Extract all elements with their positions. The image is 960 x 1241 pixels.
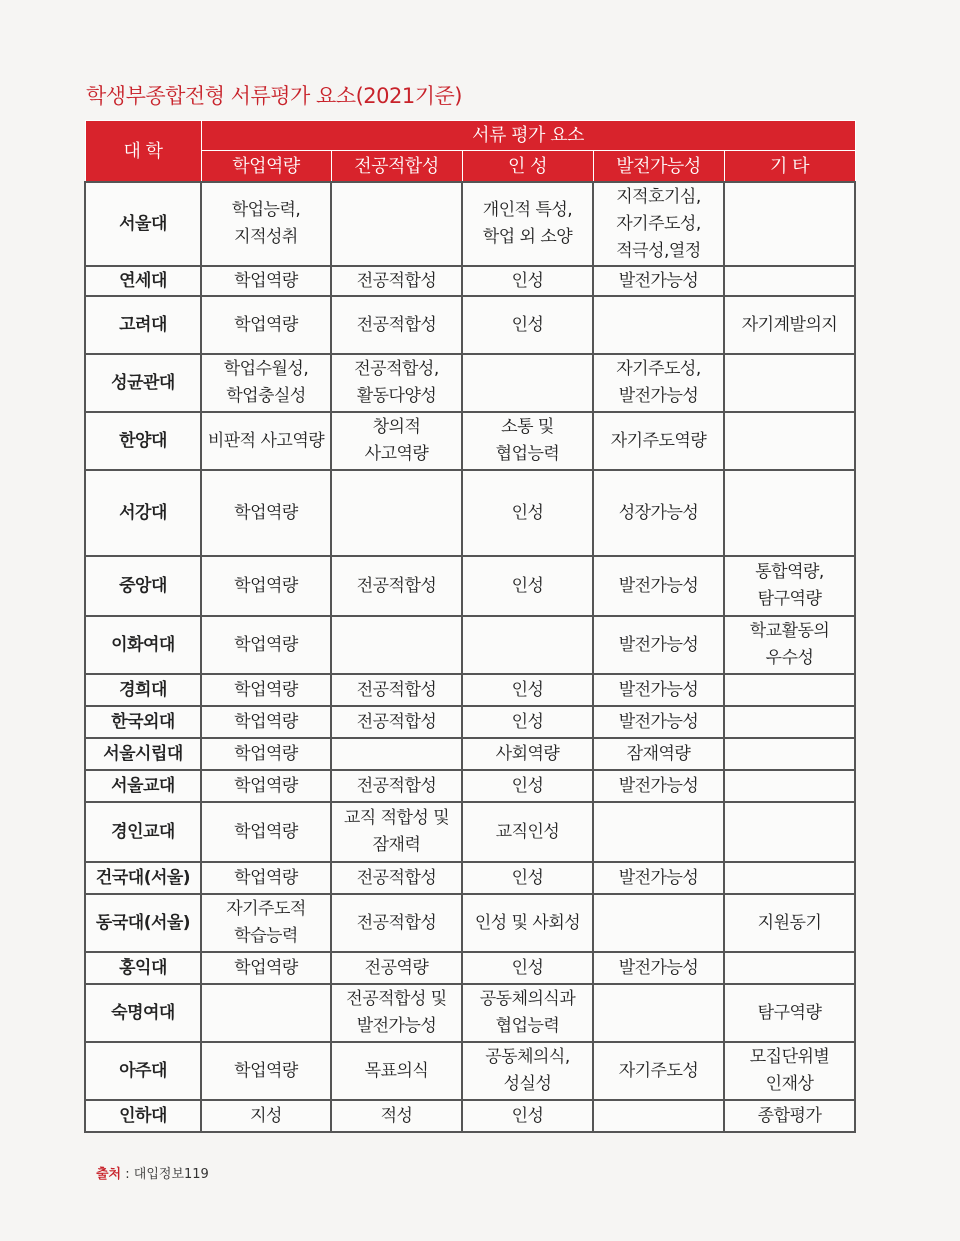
table-cell: 목표의식: [331, 1042, 462, 1100]
table-cell: 교직 적합성 및 잠재력: [331, 802, 462, 862]
table-cell: 전공역량: [331, 952, 462, 984]
table-cell: 모집단위별 인재상: [724, 1042, 855, 1100]
table-cell: 인성: [462, 952, 593, 984]
table-cell: [724, 706, 855, 738]
header-col-major-fit: 전공적합성: [331, 151, 462, 183]
university-name: 서강대: [85, 470, 201, 556]
table-cell: [593, 802, 724, 862]
header-col-academic: 학업역량: [201, 151, 331, 183]
table-cell: 학업역량: [201, 1042, 331, 1100]
table-row: [85, 706, 855, 738]
table-cell: 학업역량: [201, 706, 331, 738]
table-cell: 사회역량: [462, 738, 593, 770]
university-name: 성균관대: [85, 354, 201, 412]
table-row: [85, 862, 855, 894]
table-cell: [724, 674, 855, 706]
table-cell: 인성: [462, 296, 593, 354]
university-name: 숙명여대: [85, 984, 201, 1042]
table-cell: 자기주도성, 발전가능성: [593, 354, 724, 412]
table-cell: 인성: [462, 706, 593, 738]
table-cell: 발전가능성: [593, 706, 724, 738]
table-cell: [724, 470, 855, 556]
table-row: [85, 354, 855, 412]
university-name: 이화여대: [85, 616, 201, 674]
table-cell: [724, 412, 855, 470]
table-cell: [724, 862, 855, 894]
table-body: [85, 182, 855, 1132]
table-cell: 학교활동의 우수성: [724, 616, 855, 674]
table-cell: 인성: [462, 770, 593, 802]
university-name: 아주대: [85, 1042, 201, 1100]
table-cell: 전공적합성 및 발전가능성: [331, 984, 462, 1042]
table-row: [85, 296, 855, 354]
university-name: 건국대(서울): [85, 862, 201, 894]
table-cell: [724, 952, 855, 984]
table-cell: 학업역량: [201, 616, 331, 674]
table-cell: 자기주도적 학습능력: [201, 894, 331, 952]
table-cell: 발전가능성: [593, 770, 724, 802]
table-cell: 전공적합성: [331, 674, 462, 706]
table-row: [85, 952, 855, 984]
evaluation-table: [84, 120, 856, 1133]
table-cell: [331, 470, 462, 556]
table-cell: 전공적합성: [331, 266, 462, 296]
table-cell: 학업수월성, 학업충실성: [201, 354, 331, 412]
table-cell: 학업역량: [201, 556, 331, 616]
table-cell: 인성 및 사회성: [462, 894, 593, 952]
table-cell: 교직인성: [462, 802, 593, 862]
university-name: 고려대: [85, 296, 201, 354]
table-row: [85, 674, 855, 706]
table-cell: 인성: [462, 674, 593, 706]
table-cell: 학업역량: [201, 470, 331, 556]
university-name: 서울대: [85, 182, 201, 266]
table-cell: 전공적합성: [331, 862, 462, 894]
table-cell: [593, 296, 724, 354]
table-cell: [201, 984, 331, 1042]
table-row: [85, 1042, 855, 1100]
table-row: [85, 894, 855, 952]
table-cell: 공동체의식, 성실성: [462, 1042, 593, 1100]
table-cell: [331, 616, 462, 674]
table-cell: 전공적합성: [331, 296, 462, 354]
table-cell: 인성: [462, 556, 593, 616]
header-col-other: 기 타: [724, 151, 855, 183]
table-cell: 소통 및 협업능력: [462, 412, 593, 470]
source-note: [96, 1163, 209, 1182]
university-name: 서울시립대: [85, 738, 201, 770]
university-name: 서울교대: [85, 770, 201, 802]
table-row: [85, 738, 855, 770]
table-cell: [724, 182, 855, 266]
table-cell: 종합평가: [724, 1100, 855, 1132]
table-cell: 지원동기: [724, 894, 855, 952]
table-cell: 발전가능성: [593, 616, 724, 674]
table-cell: 자기주도역량: [593, 412, 724, 470]
university-name: 연세대: [85, 266, 201, 296]
table-cell: 통합역량, 탐구역량: [724, 556, 855, 616]
table-cell: 자기주도성: [593, 1042, 724, 1100]
table-cell: 학업역량: [201, 770, 331, 802]
university-name: 경희대: [85, 674, 201, 706]
table-cell: 발전가능성: [593, 952, 724, 984]
table-cell: 개인적 특성, 학업 외 소양: [462, 182, 593, 266]
table-cell: 학업역량: [201, 296, 331, 354]
university-name: 홍익대: [85, 952, 201, 984]
table-cell: 학업역량: [201, 802, 331, 862]
table-cell: [593, 1100, 724, 1132]
table-cell: [593, 894, 724, 952]
table-row: [85, 470, 855, 556]
table-cell: 발전가능성: [593, 674, 724, 706]
table-cell: [724, 266, 855, 296]
header-col-potential: 발전가능성: [593, 151, 724, 183]
table-cell: 적성: [331, 1100, 462, 1132]
header-col-character: 인 성: [462, 151, 593, 183]
table-cell: 발전가능성: [593, 266, 724, 296]
table-cell: 인성: [462, 266, 593, 296]
table-cell: [462, 354, 593, 412]
table-row: [85, 1100, 855, 1132]
table-cell: [724, 770, 855, 802]
table-cell: 발전가능성: [593, 556, 724, 616]
table-cell: 학업역량: [201, 266, 331, 296]
table-cell: 학업역량: [201, 674, 331, 706]
university-name: 한국외대: [85, 706, 201, 738]
table-cell: 공동체의식과 협업능력: [462, 984, 593, 1042]
table-row: [85, 412, 855, 470]
table-cell: 인성: [462, 862, 593, 894]
table-row: [85, 182, 855, 266]
university-name: 한양대: [85, 412, 201, 470]
table-row: [85, 770, 855, 802]
page-title: 학생부종합전형 서류평가 요소(2021기준): [86, 84, 462, 108]
table-cell: [724, 802, 855, 862]
table-row: [85, 266, 855, 296]
table-row: [85, 802, 855, 862]
table-cell: 지적호기심, 자기주도성, 적극성,열정: [593, 182, 724, 266]
table-row: [85, 556, 855, 616]
university-name: 인하대: [85, 1100, 201, 1132]
university-name: 동국대(서울): [85, 894, 201, 952]
university-name: 중앙대: [85, 556, 201, 616]
table-cell: [462, 616, 593, 674]
header-group: 서류 평가 요소: [201, 121, 855, 151]
table-cell: 전공적합성: [331, 894, 462, 952]
table-cell: [593, 984, 724, 1042]
table-row: [85, 984, 855, 1042]
table-cell: [724, 738, 855, 770]
table-cell: 학업역량: [201, 738, 331, 770]
table-cell: 자기계발의지: [724, 296, 855, 354]
table-cell: 발전가능성: [593, 862, 724, 894]
university-name: 경인교대: [85, 802, 201, 862]
table-cell: 탐구역량: [724, 984, 855, 1042]
table-cell: 창의적 사고역량: [331, 412, 462, 470]
table-cell: 학업능력, 지적성취: [201, 182, 331, 266]
table-cell: 전공적합성: [331, 556, 462, 616]
table-cell: 학업역량: [201, 862, 331, 894]
table-cell: 인성: [462, 470, 593, 556]
table-cell: [331, 182, 462, 266]
table-cell: [331, 738, 462, 770]
table-cell: [724, 354, 855, 412]
source-text: 대입정보119: [133, 1167, 209, 1182]
table-cell: 전공적합성: [331, 706, 462, 738]
table-cell: 지성: [201, 1100, 331, 1132]
table-row: [85, 616, 855, 674]
table-cell: 성장가능성: [593, 470, 724, 556]
table-cell: 전공적합성: [331, 770, 462, 802]
source-separator: :: [121, 1167, 134, 1182]
table-cell: 비판적 사고역량: [201, 412, 331, 470]
header-university: 대 학: [85, 121, 201, 183]
table-cell: 잠재역량: [593, 738, 724, 770]
table-cell: 학업역량: [201, 952, 331, 984]
table-cell: 인성: [462, 1100, 593, 1132]
source-label: 출처: [96, 1167, 122, 1182]
table-cell: 전공적합성, 활동다양성: [331, 354, 462, 412]
